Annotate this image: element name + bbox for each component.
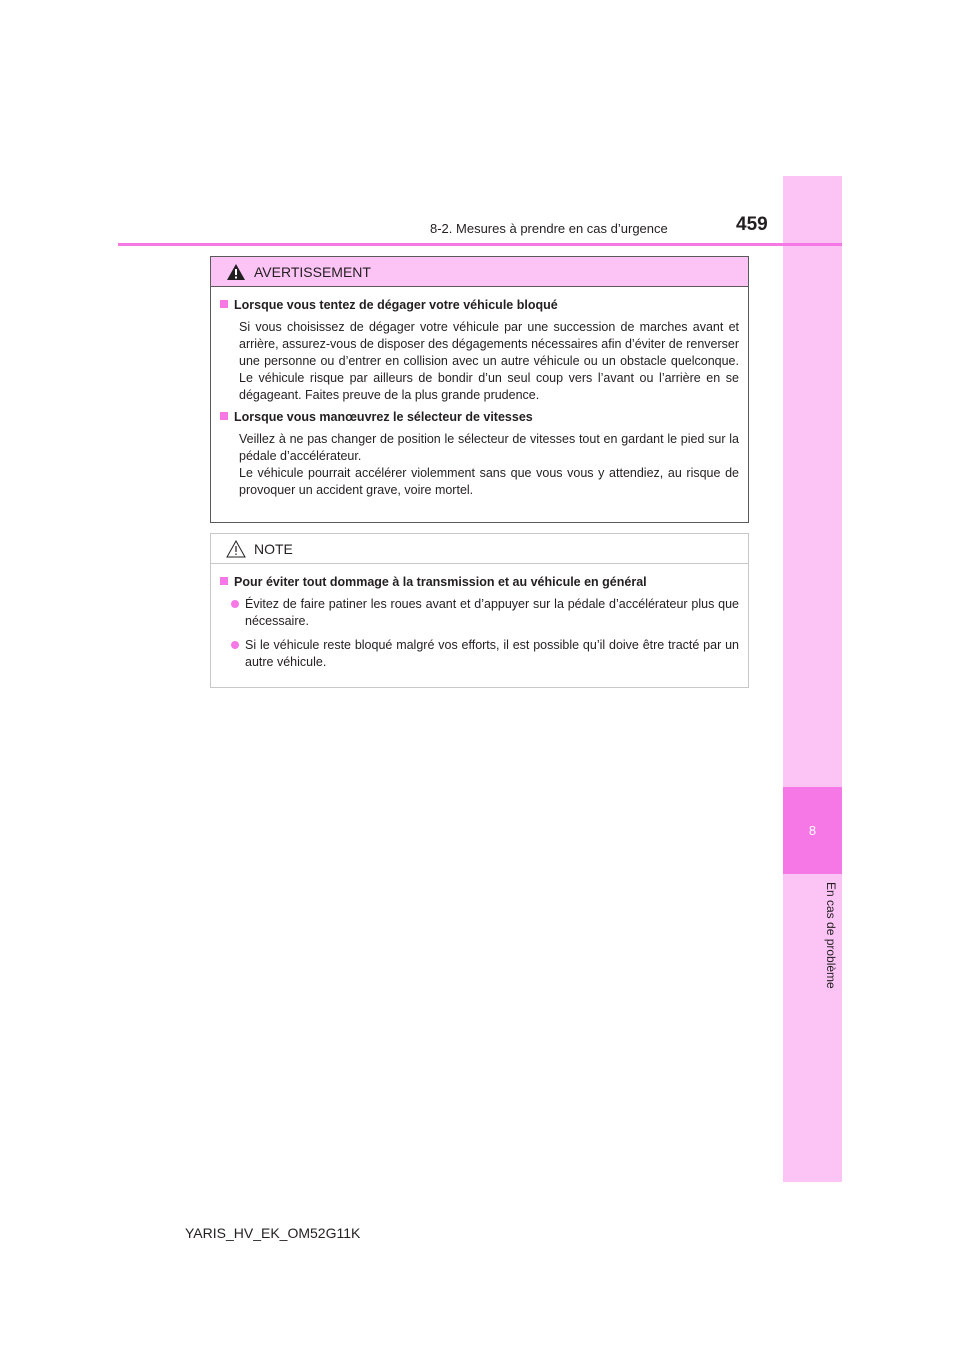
header-divider [118,243,842,246]
warning-title: AVERTISSEMENT [254,263,371,280]
page-number: 459 [736,214,768,235]
square-bullet-icon [220,412,228,420]
square-bullet-icon [220,577,228,585]
warning-box [210,256,749,523]
warning-heading-1: Lorsque vous tentez de dégager votre véhicule bloqué [220,297,739,314]
chapter-number: 8 [808,823,817,838]
list-item: Évitez de faire patiner les roues avant et d’appuyer sur la pédale d’accélérateur plus que nécessaire. [220,596,739,630]
list-item: Si le véhicule reste bloqué malgré vos efforts, il est possible qu’il doive être tracté par un autre véhicule. [220,637,739,671]
round-bullet-icon [231,641,239,649]
warning-header [211,257,748,287]
caution-triangle-icon [226,540,246,558]
warning-heading-2: Lorsque vous manœuvrez le sélecteur de vitesses [220,409,739,426]
note-box [210,533,749,688]
note-title: NOTE [254,540,293,557]
warning-paragraph: Si vous choisissez de dégager votre véhicule par une succession de marches avant et arrière, assurez-vous de disposer des dégagements nécessaires afin d’éviter de renverser une personne ou d’entrer en collision avec un autre véhicule ou un obstacle quelconque. Le véhicule risque par ailleurs de bondir d’un seul coup vers l’avant ou l’arrière en se dégageant. Faites preuve de la plus grande prudence. [239,320,739,402]
section-title: 8-2. Mesures à prendre en cas d’urgence [430,221,668,236]
round-bullet-icon [231,600,239,608]
warning-triangle-icon [226,263,246,281]
note-heading: Pour éviter tout dommage à la transmission et au véhicule en général [220,574,739,591]
note-header [211,534,748,564]
chapter-number-tab[interactable] [783,787,842,874]
chapter-title: En cas de problème [824,882,838,989]
document-code: YARIS_HV_EK_OM52G11K [185,1225,361,1241]
square-bullet-icon [220,300,228,308]
chapter-side-strip [783,176,842,1182]
warning-paragraph: Veillez à ne pas changer de position le sélecteur de vitesses tout en gardant le pied sur la pédale d’accélérateur. [239,432,739,463]
warning-paragraph: Le véhicule pourrait accélérer violemment sans que vous vous y attendiez, au risque de provoquer un accident grave, voire mortel. [239,466,739,497]
